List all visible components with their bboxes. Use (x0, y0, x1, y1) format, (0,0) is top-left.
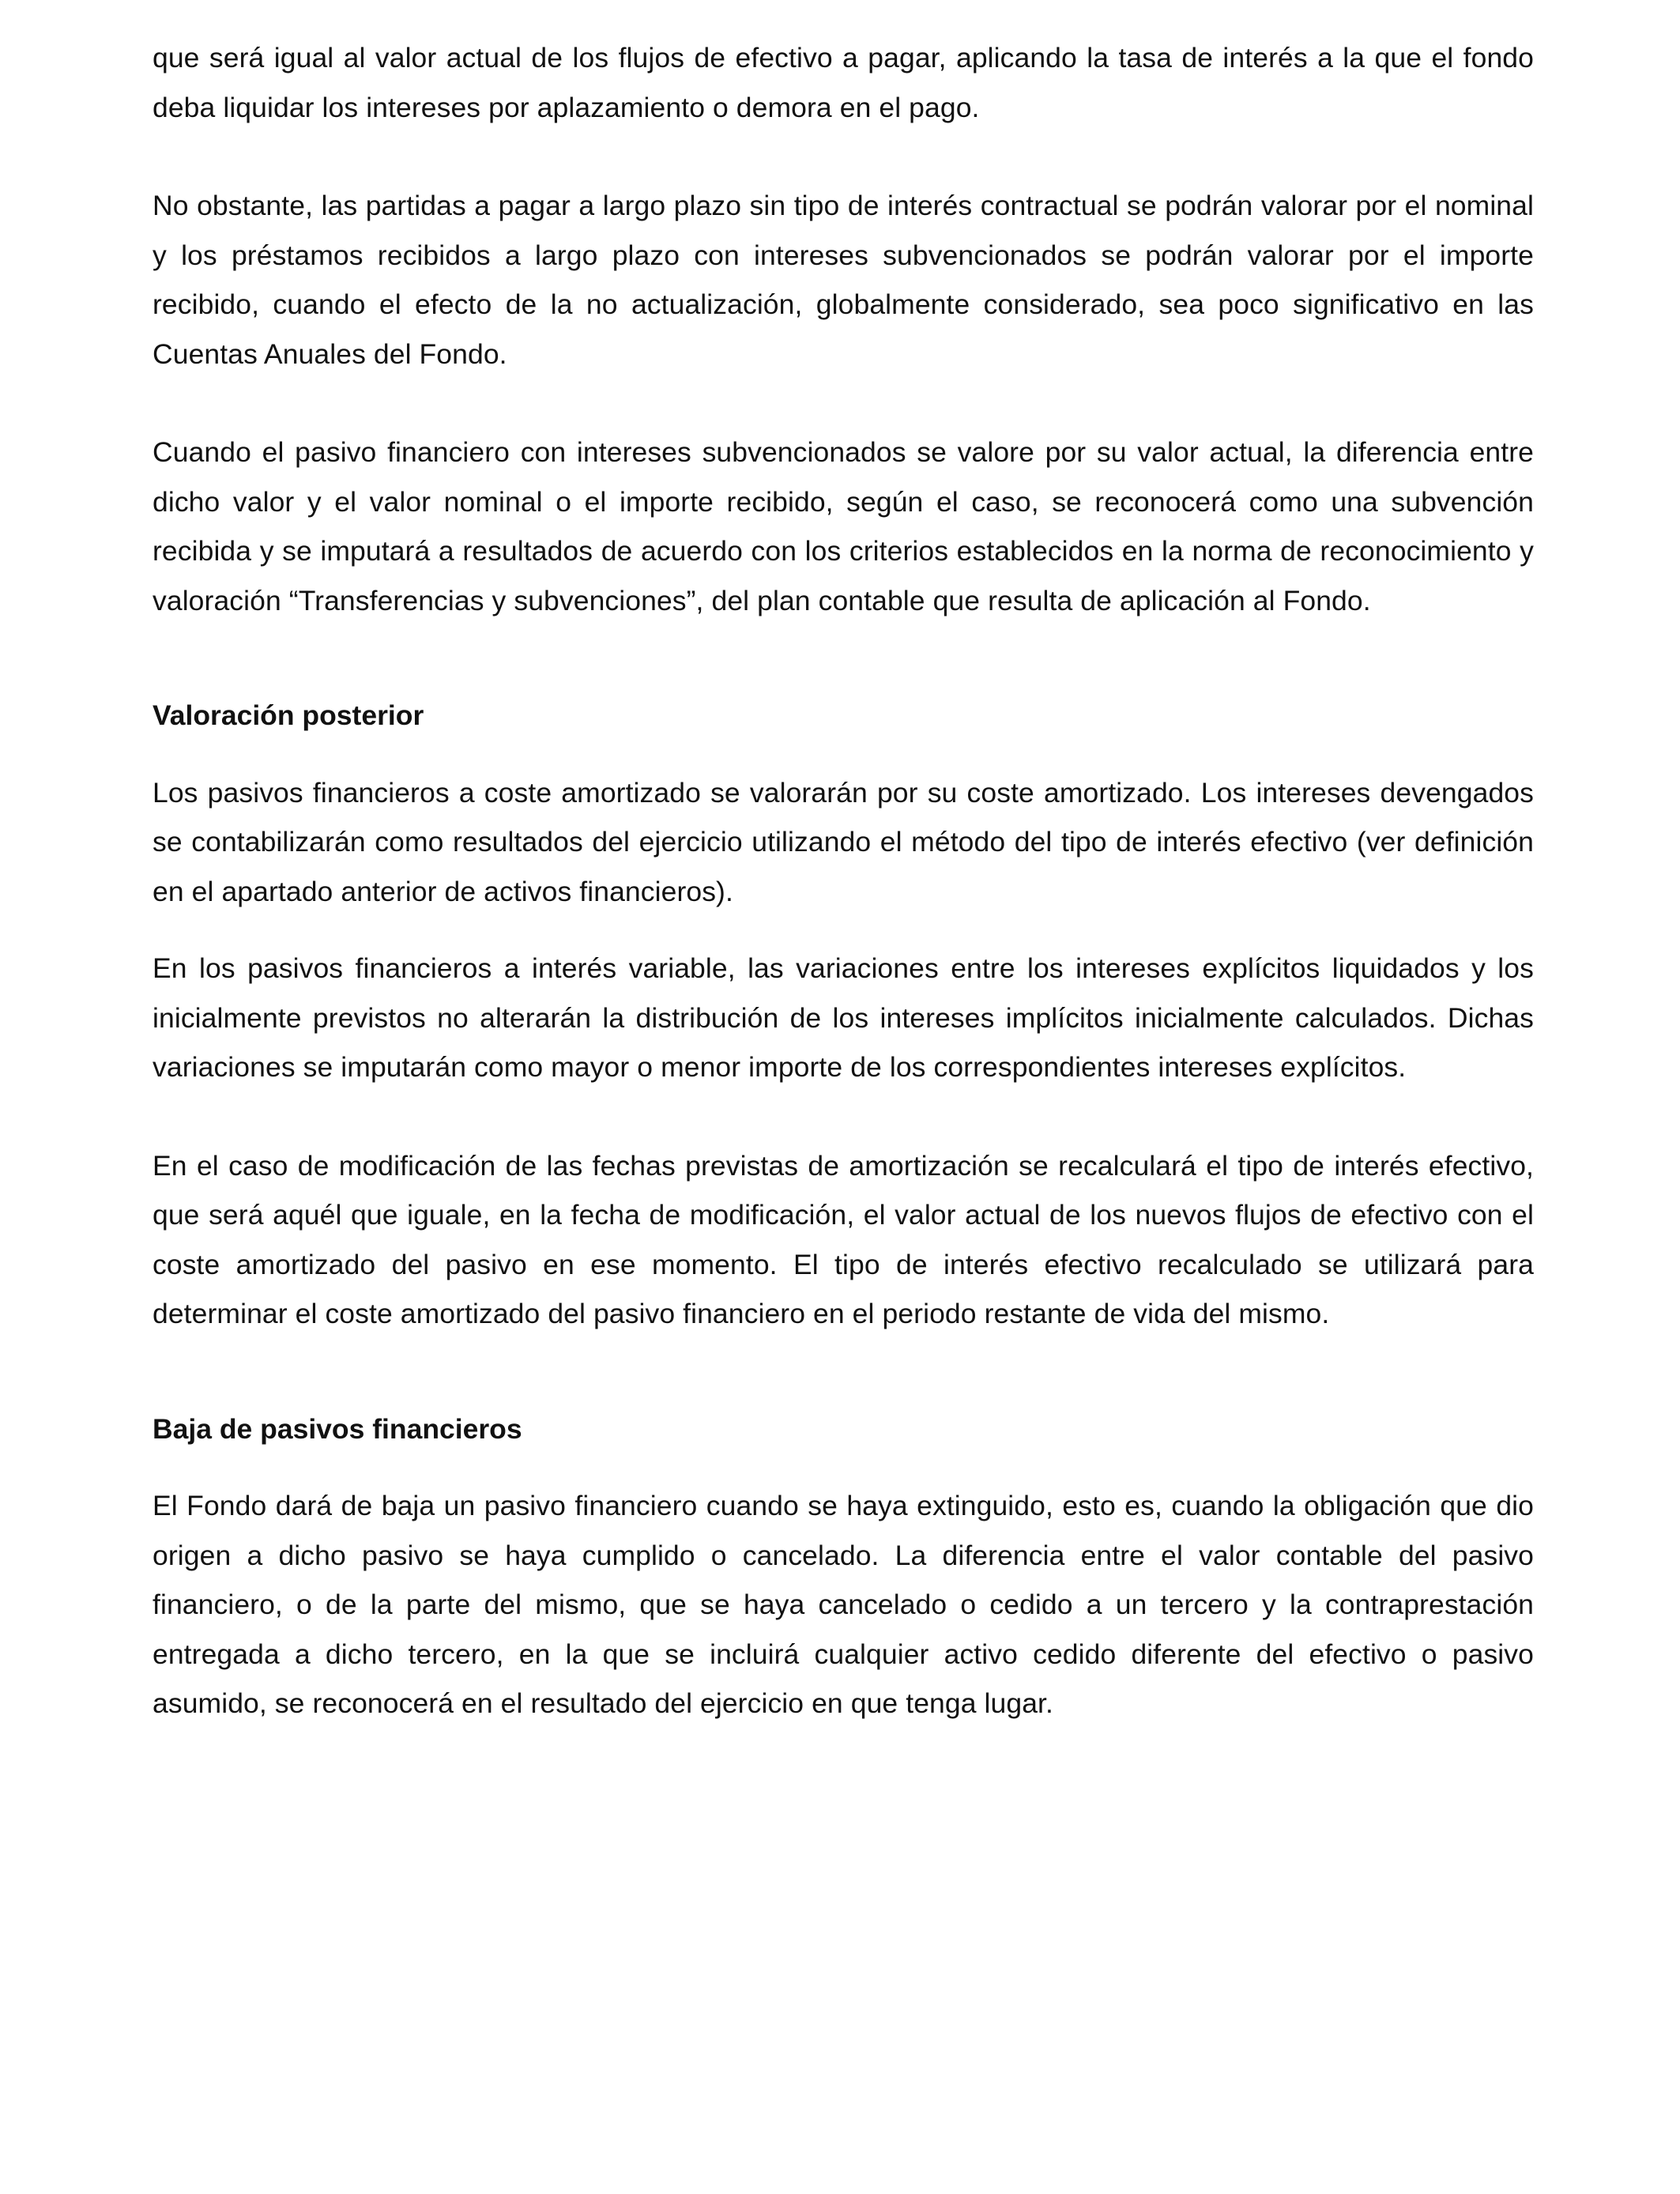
paragraph-interes-variable: En los pasivos financieros a interés variable, las variaciones entre los intereses explícitos liquidados y los inicialmente previstos no alterarán la distribución de los intereses implícitos inicialmente calculados. Dichas variaciones se imputarán como mayor o menor importe de los correspondientes intereses explícitos. (153, 952, 1534, 1083)
paragraph-modificacion-fechas: En el caso de modificación de las fechas previstas de amortización se recalculará el tipo de interés efectivo, que será aquél que iguale, en la fecha de modificación, el valor actual de los nuevos flujos de efectivo con el coste amortizado del pasivo en ese momento. El tipo de interés efectivo recalculado se utilizará para determinar el coste amortizado del pasivo financiero en el periodo restante de vida del mismo. (153, 1149, 1534, 1329)
document-page (153, 33, 1534, 1728)
paragraph-coste-amortizado: Los pasivos financieros a coste amortizado se valorarán por su coste amortizado. Los intereses devengados se contabilizarán como resultados del ejercicio utilizando el método del tipo de interés efectivo (ver definición en el apartado anterior de activos financieros). (153, 776, 1534, 907)
heading-valoracion-posterior: Valoración posterior (153, 699, 424, 731)
paragraph-intereses-subvencionados: Cuando el pasivo financiero con intereses subvencionados se valore por su valor actual, la diferencia entre dicho valor y el valor nominal o el importe recibido, según el caso, se reconocerá como una subvención recibida y se imputará a resultados de acuerdo con los criterios establecidos en la norma de reconocimiento y valoración “Transferencias y subvenciones”, del plan contable que resulta de aplicación al Fondo. (153, 436, 1534, 616)
paragraph-partidas-largo-plazo: No obstante, las partidas a pagar a largo plazo sin tipo de interés contractual se podrán valorar por el nominal y los préstamos recibidos a largo plazo con intereses subvencionados se podrán valorar por el importe recibido, cuando el efecto de la no actualización, globalmente considerado, sea poco significativo en las Cuentas Anuales del Fondo. (153, 190, 1534, 370)
paragraph-baja-pasivo: El Fondo dará de baja un pasivo financiero cuando se haya extinguido, esto es, cuando la obligación que dio origen a dicho pasivo se haya cumplido o cancelado. La diferencia entre el valor contable del pasivo financiero, o de la parte del mismo, que se haya cancelado o cedido a un tercero y la contraprestación entregada a dicho tercero, en la que se incluirá cualquier activo cedido diferente del efectivo o pasivo asumido, se reconocerá en el resultado del ejercicio en que tenga lugar. (153, 1490, 1534, 1719)
paragraph-flujos-efectivo: que será igual al valor actual de los flujos de efectivo a pagar, aplicando la tasa de interés a la que el fondo deba liquidar los intereses por aplazamiento o demora en el pago. (153, 42, 1534, 123)
heading-baja-pasivos: Baja de pasivos financieros (153, 1412, 522, 1445)
